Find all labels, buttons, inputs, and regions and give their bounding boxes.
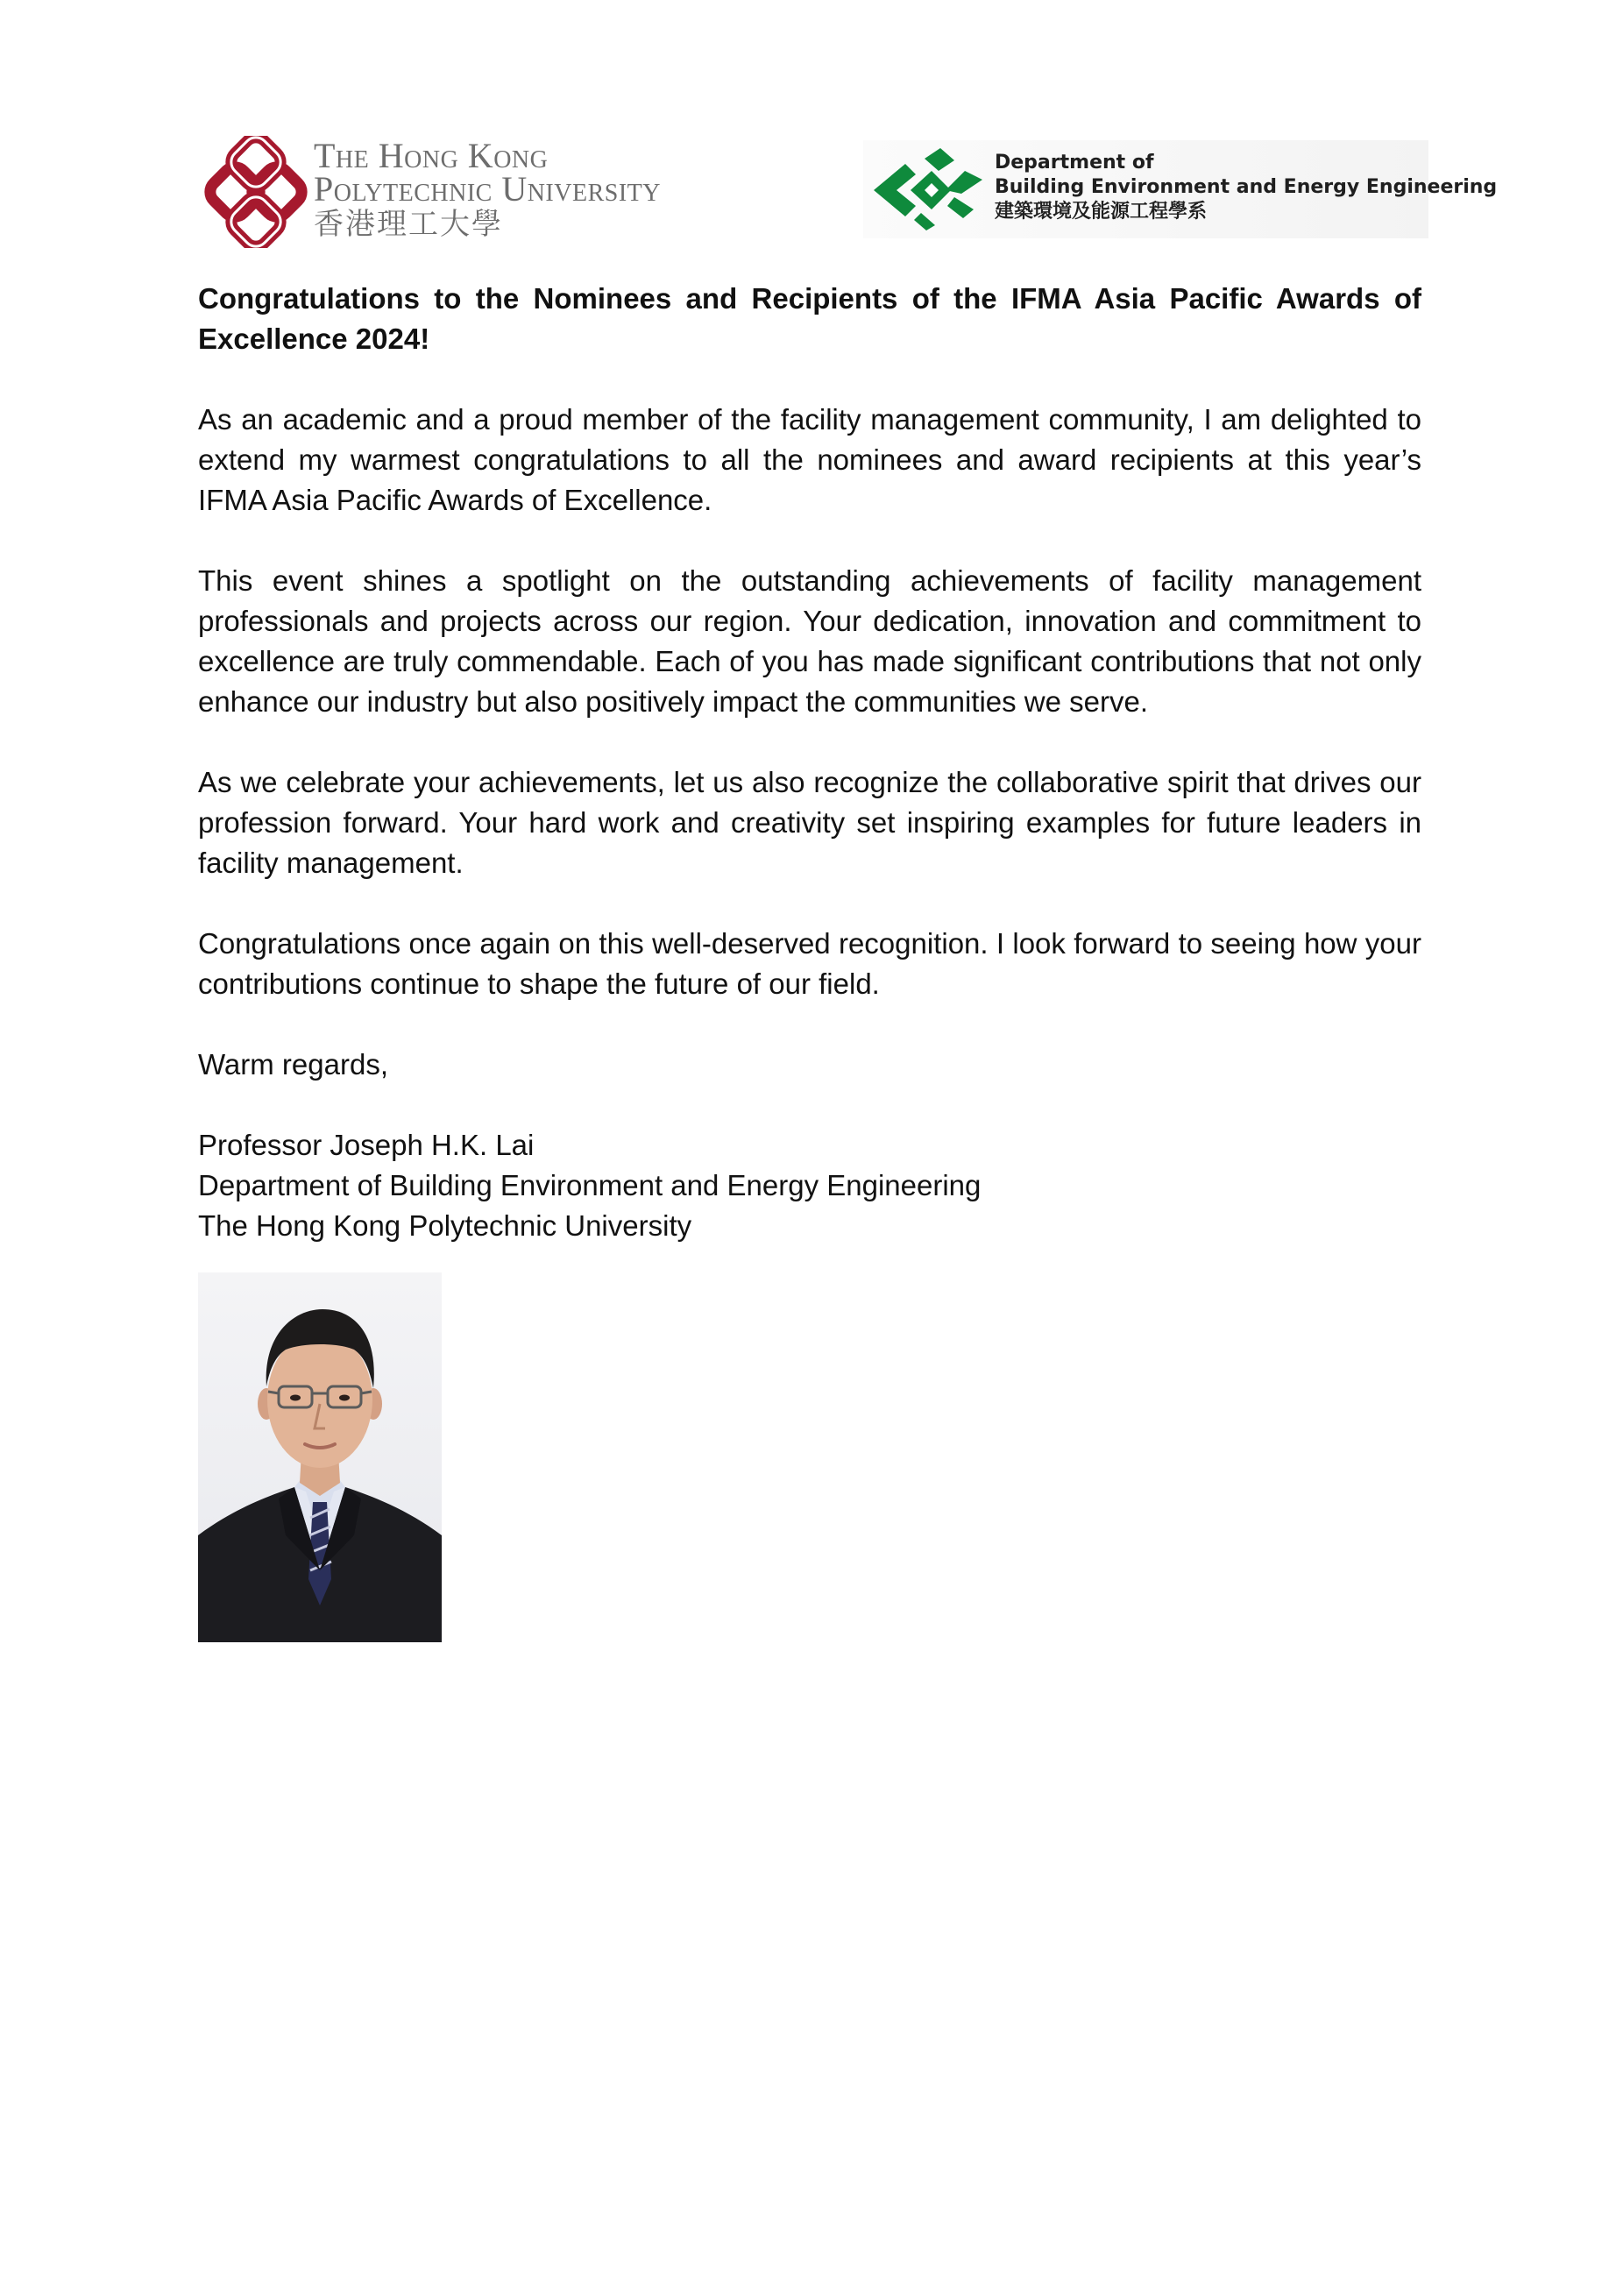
signature-block [198,1125,1421,1246]
letter-body [198,279,1421,1246]
paragraph-2: This event shines a spotlight on the outstanding achievements of facility management professionals and projects across our region. Your dedication, innovation and commitment to excellence are truly commendable. Each of you has made significant contributions that not only enhance our industry but also positively impact the communities we serve. [198,564,1421,718]
paragraph-1: As an academic and a proud member of the facility management community, I am delighted to extend my warmest congratulations to all the nominees and award recipients at this year’s IFMA Asia Pacific Awards of Excellence. [198,403,1421,516]
closing: Warm regards, [198,1048,388,1081]
polyu-knot-icon [200,136,312,248]
portrait-photo [198,1272,442,1642]
signatory-university: The Hong Kong Polytechnic University [198,1209,692,1242]
portrait-illustration [198,1272,442,1642]
dept-name-chinese: 建築環境及能源工程學系 [995,201,1208,223]
dept-emblem-icon [870,145,986,232]
department-logo [863,140,1498,238]
paragraph-3: As we celebrate your achievements, let us also recognize the collaborative spirit that drives our profession forward. Your hard work and creativity set inspiring examples for future leaders in facility management. [198,766,1421,879]
polyu-name-line-1: The Hong Kong [314,136,549,175]
dept-name-line-1: Department of [995,152,1154,174]
paragraph-4: Congratulations once again on this well-deserved recognition. I look forward to seeing how your contributions continue to shape the future of our field. [198,927,1421,1000]
letter-title: Congratulations to the Nominees and Recipients of the IFMA Asia Pacific Awards of Excellence 2024! [198,282,1421,355]
polyu-name-chinese: 香港理工大學 [314,209,503,241]
letterhead [0,0,1616,263]
polyu-logo [200,136,752,250]
polyu-name-line-2: Polytechnic University [314,169,661,209]
dept-name-line-2: Building Environment and Energy Engineering [995,176,1498,198]
signatory-department: Department of Building Environment and Energy Engineering [198,1169,982,1201]
signatory-name: Professor Joseph H.K. Lai [198,1129,535,1161]
